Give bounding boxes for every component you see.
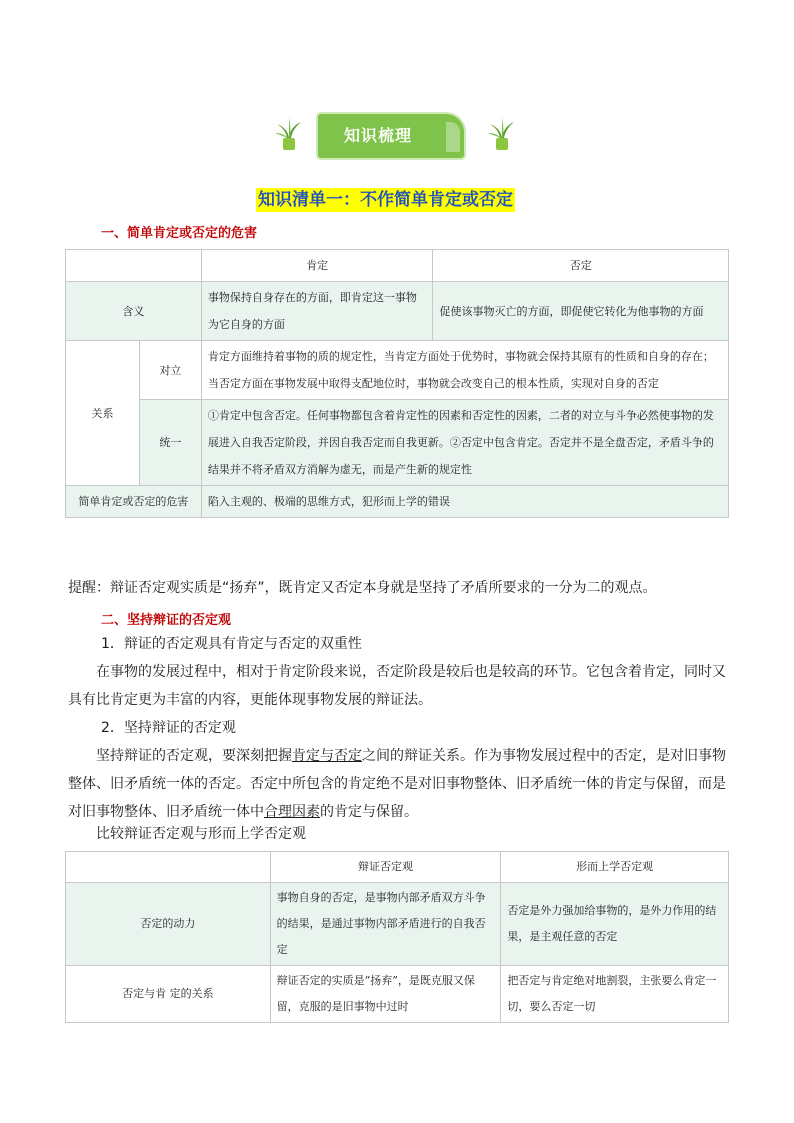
negation-comparison-table [65, 851, 729, 1023]
banner-decoration [446, 122, 460, 152]
paragraph: 在事物的发展过程中，相对于肯定阶段来说，否定阶段是较后也是较高的环节。它包含着肯定，同时又具有比肯定更为丰富的内容，更能体现事物发展的辩证法。 [68, 664, 726, 708]
potted-plant-icon [274, 116, 304, 152]
table-cell: 把否定与肯定绝对地割裂，主张要么肯定一切，要么否定一切 [501, 966, 729, 1023]
paragraph-text: 的肯定与保留。 [320, 804, 418, 820]
table-row [66, 282, 729, 341]
row-sublabel: 统一 [139, 400, 201, 486]
table-header-cell [66, 852, 271, 883]
row-label: 简单肯定或否定的危害 [66, 486, 202, 518]
table-header-row [66, 250, 729, 282]
table-header-cell [66, 250, 202, 282]
table-cell: 否定是外力强加给事物的，是外力作用的结果，是主观任意的否定 [501, 883, 729, 966]
potted-plant-icon [487, 116, 517, 152]
paragraph-text: 之间的辩证关系。作为事物发展过程中的否定，是对旧事物整体、旧矛盾统一体的否定。否定中所包含的肯定绝不是对旧事物整体、旧矛盾统一体的肯定与保留，而是对旧事物整体、旧矛盾统一体中 [68, 748, 726, 820]
table-cell: 促使该事物灭亡的方面，即促使它转化为他事物的方面 [433, 282, 729, 341]
underlined-term: 合理因素 [264, 804, 320, 820]
row-sublabel: 对立 [139, 341, 201, 400]
section-banner [0, 104, 794, 160]
table-cell: 辩证否定的实质是“扬弃”，是既克服又保留，克服的是旧事物中过时 [270, 966, 501, 1023]
table-row [66, 486, 729, 518]
table-cell: 事物自身的否定，是事物内部矛盾双方斗争的结果，是通过事物内部矛盾进行的自我否定 [270, 883, 501, 966]
table-row [66, 966, 729, 1023]
sub-heading: 1．辩证的否定观具有肯定与否定的双重性 [101, 636, 362, 652]
table-header-cell: 否定 [433, 250, 729, 282]
row-label: 否定的动力 [66, 883, 271, 966]
comparison-label: 比较辩证否定观与形而上学否定观 [96, 826, 306, 842]
table-cell: ①肯定中包含否定。任何事物都包含着肯定性的因素和否定性的因素，二者的对立与斗争必然使事物的发展进入自我否定阶段，并因自我否定而自我更新。②否定中包含肯定。否定并不是全盘否定，矛盾斗争的结果并不将矛盾双方消解为虚无，而是产生新的规定性 [201, 400, 728, 486]
affirm-negate-table [65, 249, 729, 518]
reminder-text: 提醒：辩证否定观实质是“扬弃”，既肯定又否定本身就是坚持了矛盾所要求的一分为二的观点。 [68, 580, 657, 596]
underlined-term: 肯定与否定 [292, 748, 362, 764]
knowledge-list-title: 知识清单一：不作简单肯定或否定 [258, 190, 513, 210]
banner-label-box [318, 114, 464, 158]
banner-title: 知识梳理 [343, 126, 412, 145]
sub-heading: 2．坚持辩证的否定观 [101, 720, 236, 736]
section-heading: 二、坚持辩证的否定观 [101, 613, 232, 628]
row-label: 含义 [66, 282, 202, 341]
table-header-cell: 辩证否定观 [270, 852, 501, 883]
table-header-cell: 形而上学否定观 [501, 852, 729, 883]
paragraph [68, 742, 730, 826]
table-row [66, 400, 729, 486]
row-label: 否定与肯 定的关系 [66, 966, 271, 1023]
section-heading: 一、简单肯定或否定的危害 [101, 226, 258, 241]
table-cell: 陷入主观的、极端的思维方式，犯形而上学的错误 [201, 486, 728, 518]
table-header-row [66, 852, 729, 883]
table-row [66, 341, 729, 400]
table-cell: 事物保持自身存在的方面，即肯定这一事物为它自身的方面 [201, 282, 433, 341]
paragraph-text: 坚持辩证的否定观，要深刻把握 [96, 748, 292, 764]
table-cell: 肯定方面维持着事物的质的规定性，当肯定方面处于优势时，事物就会保持其原有的性质和自身的存在；当否定方面在事物发展中取得支配地位时，事物就会改变自己的根本性质，实现对自身的否定 [201, 341, 728, 400]
table-row [66, 883, 729, 966]
table-header-cell: 肯定 [201, 250, 433, 282]
row-label: 关系 [66, 341, 140, 486]
